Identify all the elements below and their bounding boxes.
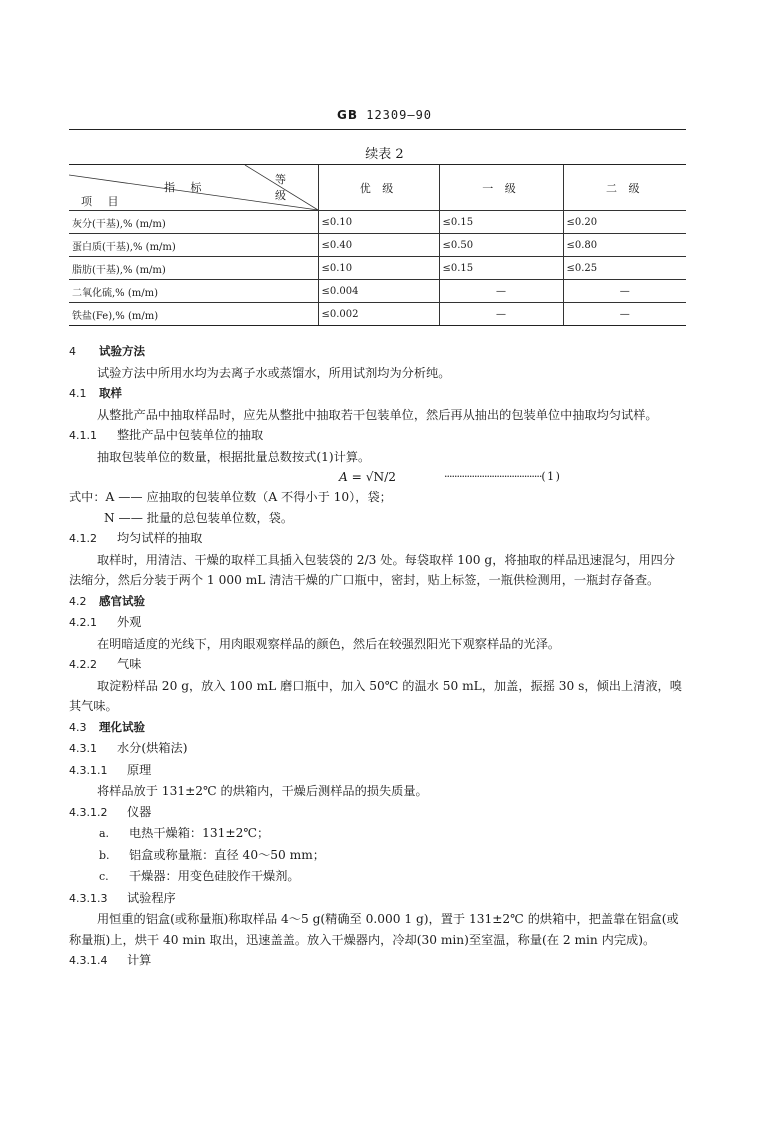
cell-second: ≤0.20 [563, 211, 686, 234]
subsection-heading: 4.3.1.1 原理 [69, 762, 152, 777]
paragraph: 取淀粉样品 20 g，放入 100 mL 磨口瓶中，加入 50℃ 的温水 50 mL，加盖，振摇 30 s，倾出上清液，嗅其气味。 [69, 678, 682, 713]
formula-leader: ·······································( 1 ) [444, 470, 559, 483]
cell-second: — [563, 303, 686, 326]
paragraph: 将样品放于 131±2℃ 的烘箱内，干燥后测样品的损失质量。 [97, 784, 428, 798]
formula-1 [69, 467, 687, 487]
cell-premium: ≤0.004 [318, 280, 439, 303]
list-item: c. 干燥器：用变色硅胶作干燥剂。 [99, 869, 300, 883]
subsection-heading: 4.2.2 气味 [69, 657, 142, 671]
section-heading: 4.1 取样 [69, 386, 122, 400]
cell-premium: ≤0.10 [318, 257, 439, 280]
cell-first: — [439, 303, 563, 326]
table-header-row [69, 165, 686, 211]
row-label: 铁盐(Fe),% (m/m) [69, 303, 318, 326]
list-item: b. 铝盒或称量瓶：直径 40～50 mm； [99, 847, 325, 862]
cell-premium: ≤0.10 [318, 211, 439, 234]
formula-expression: A = √N/2 [339, 470, 397, 484]
subsection-heading: 4.3.1 水分(烘箱法) [69, 741, 188, 755]
paragraph: 从整批产品中抽取样品时，应先从整批中抽取若干包装单位，然后再从抽出的包装单位中抽取均匀试样。 [97, 407, 658, 422]
quality-spec-table [69, 164, 686, 326]
formula-number: ( 1 ) [541, 470, 559, 483]
where-clause: N —— 批量的总包装单位数，袋。 [104, 510, 294, 525]
table-row [69, 234, 686, 257]
standard-prefix: GB [336, 108, 358, 122]
paragraph: 取样时，用清洁、干燥的取样工具插入包装袋的 2/3 处。每袋取样 100 g，将抽取的样品迅速混匀，用四分法缩分，然后分装于两个 1 000 mL 清洁干燥的广口瓶中，密封，贴上标签，一瓶供检测用，一瓶封存备查。 [69, 552, 676, 587]
subsection-heading: 4.3.1.4 计算 [69, 953, 152, 967]
subsection-heading: 4.3.1.3 试验程序 [69, 890, 176, 905]
header-rule [69, 129, 686, 130]
column-header-premium: 优 级 [318, 165, 439, 211]
subsection-heading: 4.3.1.2 仪器 [69, 804, 152, 819]
column-header-second: 二 级 [563, 165, 686, 211]
where-clause: 式中：A —— 应抽取的包装单位数（A 不得小于 10），袋； [69, 490, 392, 504]
cell-second: ≤0.80 [563, 234, 686, 257]
section-heading: 4.3 理化试验 [69, 719, 145, 734]
subsection-heading: 4.2.1 外观 [69, 615, 142, 629]
cell-first: ≤0.15 [439, 257, 563, 280]
item-label: 项 目 [81, 195, 125, 208]
standard-code-header [0, 108, 769, 122]
cell-premium: ≤0.002 [318, 303, 439, 326]
cell-first: — [439, 280, 563, 303]
table-caption: 续表 2 [365, 147, 404, 162]
paragraph: 抽取包装单位的数量，根据批量总数按式(1)计算。 [97, 449, 371, 464]
paragraph: 试验方法中所用水均为去离子水或蒸馏水，所用试剂均为分析纯。 [97, 365, 451, 380]
row-label: 灰分(干基),% (m/m) [69, 211, 318, 234]
document-body [69, 341, 687, 972]
paragraph: 在明暗适度的光线下，用肉眼观察样品的颜色，然后在较强烈阳光下观察样品的光泽。 [97, 636, 561, 651]
paragraph: 用恒重的铝盒(或称量瓶)称取样品 4～5 g(精确至 0.000 1 g)，置于 131±2℃ 的烘箱中，把盖靠在铝盒(或称量瓶)上，烘干 40 min 取出，迅速盖盖。放入干燥器内，冷却(30 min)至室温，称量(在 2 min 内完成)。 [69, 912, 679, 947]
list-item: a. 电热干燥箱：131±2℃； [99, 826, 270, 840]
section-heading: 4.2 感官试验 [69, 593, 145, 608]
table-row [69, 303, 686, 326]
table-row [69, 211, 686, 234]
corner-header-cell [69, 165, 318, 211]
table-row [69, 280, 686, 303]
row-label: 蛋白质(干基),% (m/m) [69, 234, 318, 257]
row-label: 二氧化硫,% (m/m) [69, 280, 318, 303]
cell-first: ≤0.15 [439, 211, 563, 234]
section-heading: 4 试验方法 [69, 344, 145, 358]
indicator-label: 指 标 [164, 181, 208, 194]
subsection-heading: 4.1.1 整批产品中包装单位的抽取 [69, 428, 264, 442]
subsection-heading: 4.1.2 均匀试样的抽取 [69, 531, 203, 545]
cell-second: ≤0.25 [563, 257, 686, 280]
column-header-first: 一 级 [439, 165, 563, 211]
cell-second: — [563, 280, 686, 303]
cell-premium: ≤0.40 [318, 234, 439, 257]
standard-number: 12309—90 [366, 108, 433, 122]
table-row [69, 257, 686, 280]
grade-label: 等 级 [275, 173, 292, 202]
cell-first: ≤0.50 [439, 234, 563, 257]
row-label: 脂肪(干基),% (m/m) [69, 257, 318, 280]
